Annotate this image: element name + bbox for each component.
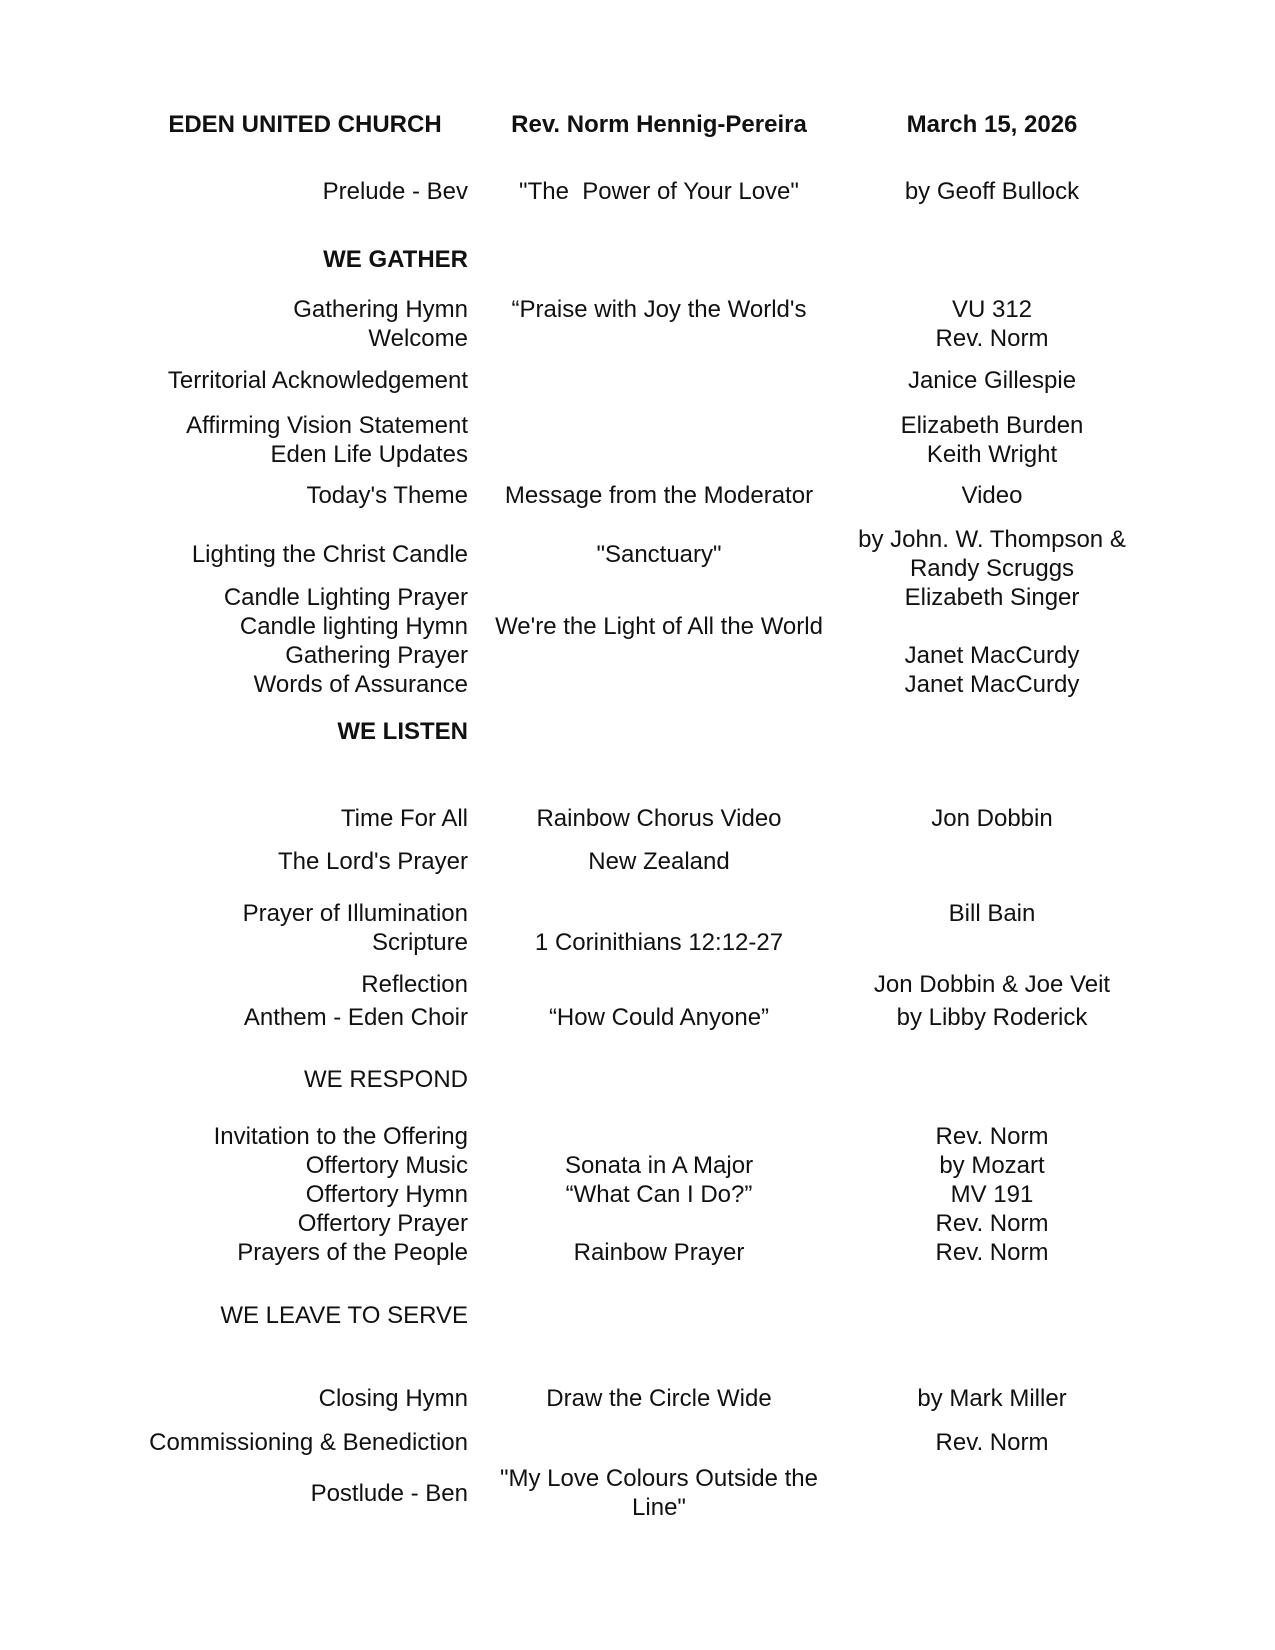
piece-title: Sonata in A Major — [564, 1152, 754, 1179]
item-label: Reflection — [361, 971, 468, 998]
item-label: Words of Assurance — [253, 671, 468, 698]
item-label: Postlude - Ben — [310, 1479, 468, 1507]
service-row-todays-theme — [0, 481, 1275, 510]
item-label: Prayers of the People — [237, 1239, 468, 1266]
item-label: Offertory Music — [305, 1152, 468, 1179]
service-row-offertory-prayer — [0, 1209, 1275, 1238]
service-row-commissioning-benediction — [0, 1428, 1275, 1457]
credit: Video — [961, 482, 1023, 509]
credit: Jon Dobbin — [931, 805, 1053, 832]
item-label: Welcome — [368, 325, 468, 352]
service-row-reflection — [0, 970, 1275, 999]
service-row-gathering-hymn — [0, 295, 1275, 324]
service-row-welcome — [0, 324, 1275, 353]
service-row-offertory-hymn — [0, 1180, 1275, 1209]
section-title: WE RESPOND — [303, 1066, 468, 1093]
item-label: Gathering Hymn — [293, 296, 468, 323]
service-row-prelude — [0, 177, 1275, 206]
service-date: March 15, 2026 — [906, 111, 1078, 138]
credit: VU 312 — [951, 296, 1033, 323]
service-row-gathering-prayer — [0, 641, 1275, 670]
section-heading-we-gather — [0, 245, 1275, 274]
credit: Elizabeth Singer — [904, 584, 1080, 611]
piece-title: Rainbow Prayer — [573, 1239, 745, 1266]
service-row-postlude — [0, 1464, 1275, 1522]
service-row-lighting-christ-candle — [0, 525, 1275, 583]
item-label: Offertory Prayer — [297, 1210, 468, 1237]
credit: Rev. Norm — [935, 1429, 1049, 1456]
item-label: Prayer of Illumination — [242, 900, 468, 927]
section-heading-we-respond — [0, 1065, 1275, 1094]
item-label: Time For All — [340, 805, 468, 832]
section-title: WE LISTEN — [337, 718, 468, 745]
service-row-candle-lighting-hymn — [0, 612, 1275, 641]
credit: by John. W. Thompson & Randy Scruggs — [858, 526, 1133, 582]
credit: MV 191 — [950, 1181, 1034, 1208]
service-row-candle-lighting-prayer — [0, 583, 1275, 612]
item-label: Commissioning & Benediction — [149, 1429, 468, 1456]
item-label: The Lord's Prayer — [278, 848, 468, 875]
item-label: Today's Theme — [306, 482, 468, 509]
section-heading-we-leave-to-serve — [0, 1301, 1275, 1330]
piece-title: Rainbow Chorus Video — [536, 805, 782, 832]
piece-title: Message from the Moderator — [504, 482, 814, 509]
section-title: WE LEAVE TO SERVE — [220, 1302, 468, 1329]
church-name: EDEN UNITED CHURCH — [168, 111, 442, 138]
credit: by Mozart — [939, 1152, 1045, 1179]
credit: Elizabeth Burden — [900, 412, 1084, 439]
piece-title: We're the Light of All the World — [495, 613, 823, 640]
service-row-offertory-music — [0, 1151, 1275, 1180]
service-row-territorial-acknowledgement — [0, 366, 1275, 395]
credit: Rev. Norm — [935, 1123, 1049, 1150]
item-label: Closing Hymn — [318, 1385, 468, 1412]
section-title: WE GATHER — [323, 246, 468, 273]
credit: Rev. Norm — [935, 1210, 1049, 1237]
item-label: Anthem - Eden Choir — [243, 1004, 468, 1031]
service-row-prayers-of-the-people — [0, 1238, 1275, 1267]
service-row-scripture — [0, 928, 1275, 957]
credit: Rev. Norm — [935, 325, 1049, 352]
piece-title: "Sanctuary" — [596, 540, 722, 568]
credit: by Libby Roderick — [896, 1004, 1088, 1031]
piece-title: “What Can I Do?” — [565, 1181, 753, 1208]
credit: Rev. Norm — [935, 1239, 1049, 1266]
credit: by Geoff Bullock — [904, 178, 1080, 205]
service-row-closing-hymn — [0, 1384, 1275, 1413]
item-label: Eden Life Updates — [270, 441, 468, 468]
credit: Bill Bain — [948, 900, 1036, 927]
credit: Keith Wright — [926, 441, 1058, 468]
minister-name: Rev. Norm Hennig-Pereira — [511, 111, 807, 138]
item-label: Affirming Vision Statement — [186, 412, 468, 439]
service-row-lords-prayer — [0, 847, 1275, 876]
piece-title: New Zealand — [588, 848, 730, 875]
credit: Jon Dobbin & Joe Veit — [873, 971, 1111, 998]
item-label: Offertory Hymn — [305, 1181, 468, 1208]
item-label: Prelude - Bev — [322, 178, 468, 205]
piece-title: "The Power of Your Love" — [519, 178, 799, 205]
item-label: Territorial Acknowledgement — [167, 367, 468, 394]
service-row-invitation-offering — [0, 1122, 1275, 1151]
piece-title: “Praise with Joy the World's — [511, 296, 807, 323]
credit: by Mark Miller — [917, 1385, 1067, 1412]
service-row-words-of-assurance — [0, 670, 1275, 699]
credit: Janice Gillespie — [907, 367, 1077, 394]
service-row-eden-life-updates — [0, 440, 1275, 469]
service-row-prayer-of-illumination — [0, 899, 1275, 928]
item-label: Lighting the Christ Candle — [191, 540, 468, 568]
service-row-anthem — [0, 1003, 1275, 1032]
bulletin-header-row — [0, 110, 1275, 139]
credit: Janet MacCurdy — [904, 671, 1080, 698]
section-heading-we-listen — [0, 717, 1275, 746]
service-row-time-for-all — [0, 804, 1275, 833]
item-label: Gathering Prayer — [285, 642, 468, 669]
item-label: Candle Lighting Prayer — [223, 584, 468, 611]
item-label: Scripture — [371, 929, 468, 956]
item-label: Candle lighting Hymn — [239, 613, 468, 640]
service-row-affirming-vision — [0, 411, 1275, 440]
item-label: Invitation to the Offering — [213, 1123, 468, 1150]
piece-title: Draw the Circle Wide — [546, 1385, 772, 1412]
piece-title: “How Could Anyone” — [548, 1004, 770, 1031]
piece-title: "My Love Colours Outside the Line" — [500, 1465, 825, 1521]
piece-title: 1 Corinithians 12:12-27 — [534, 929, 784, 956]
credit: Janet MacCurdy — [904, 642, 1080, 669]
